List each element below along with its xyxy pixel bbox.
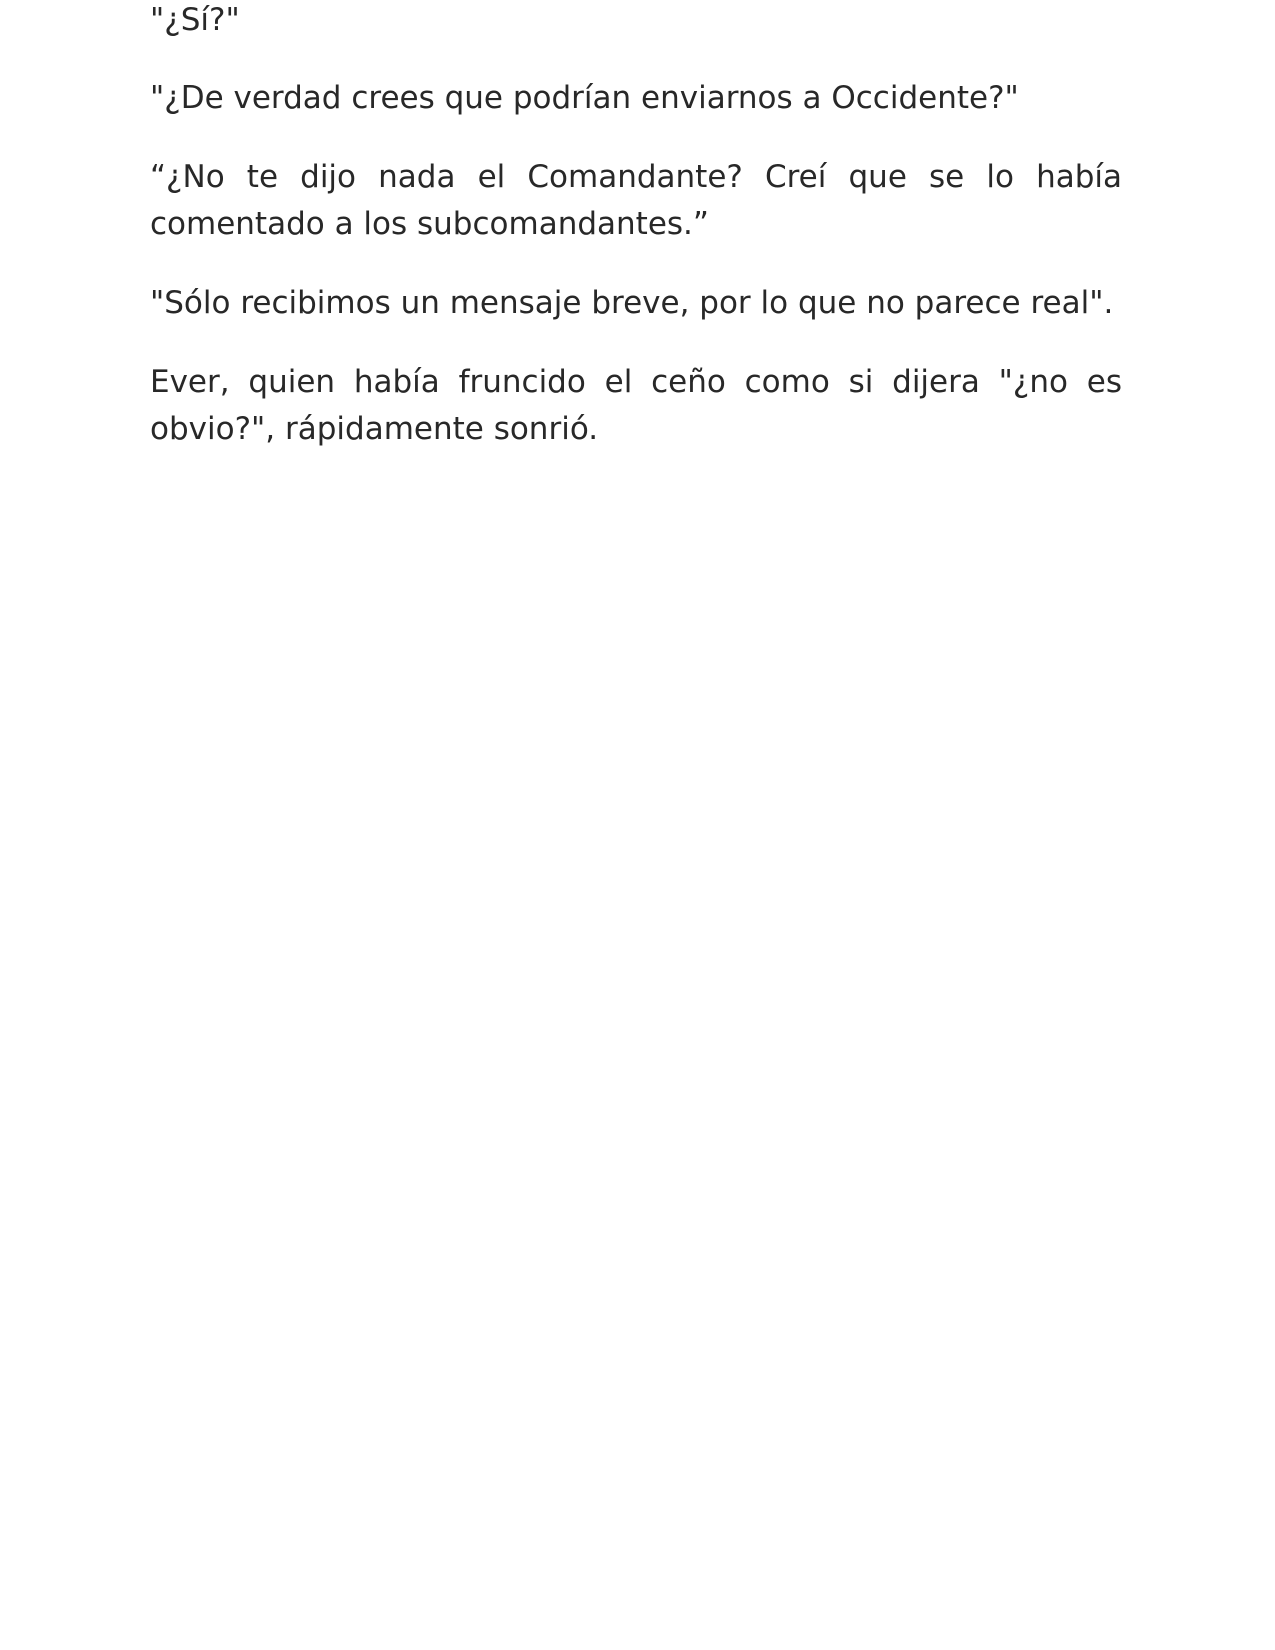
paragraph: “¿No te dijo nada el Comandante? Creí que se lo había comentado a los subcomandantes.”	[150, 159, 1122, 242]
paragraph: Ever, quien había fruncido el ceño como si dijera "¿no es obvio?", rápidamente sonrió.	[150, 364, 1122, 447]
paragraph: "¿Sí?"	[150, 2, 240, 38]
paragraph: "Sólo recibimos un mensaje breve, por lo que no parece real".	[150, 285, 1114, 321]
paragraph: "¿De verdad crees que podrían enviarnos a Occidente?"	[150, 80, 1019, 116]
